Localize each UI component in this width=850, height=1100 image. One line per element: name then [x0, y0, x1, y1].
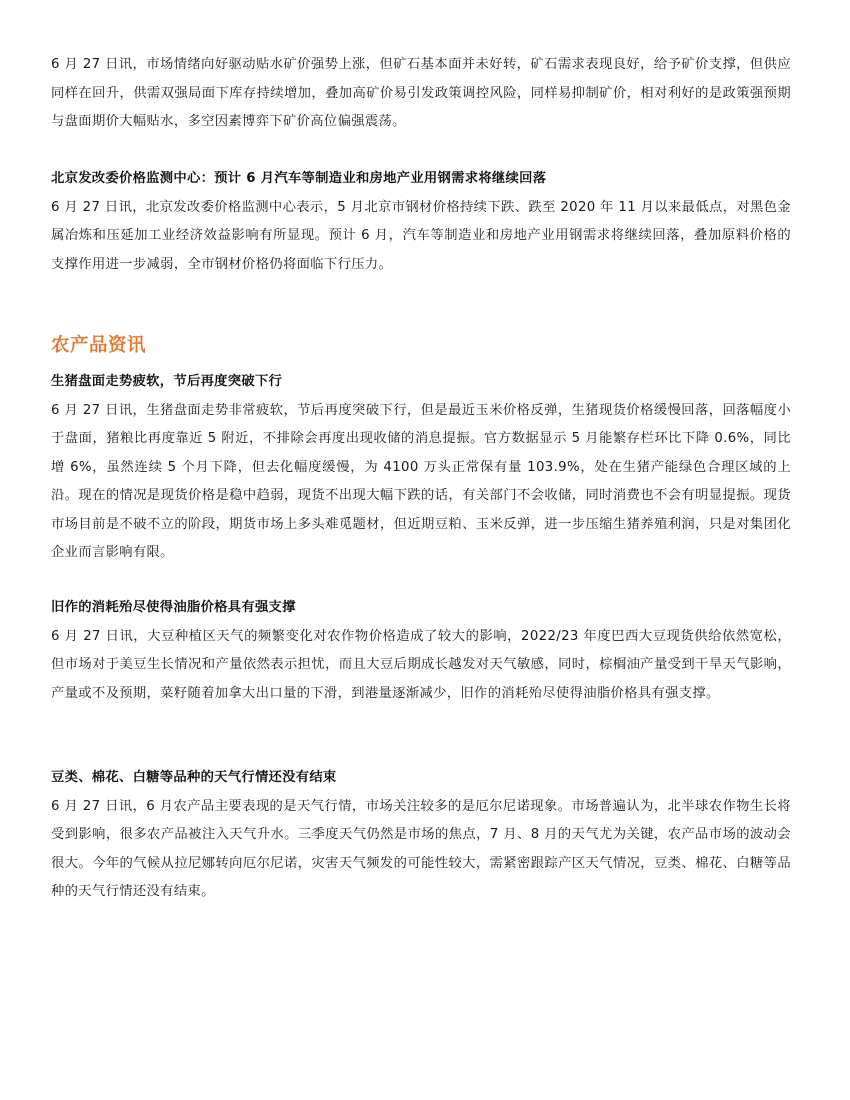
article-title: 旧作的消耗殆尽使得油脂价格具有强支撑: [51, 600, 296, 615]
article-oils-support: [51, 594, 791, 708]
article-hog-futures: [51, 368, 791, 568]
article-body: 6 月 27 日讯，6 月农产品主要表现的是天气行情，市场关注较多的是厄尔尼诺现象。市场普遍认为，北半球农作物生长将受到影响，很多农产品被注入天气升水。三季度天气仍然是市场的焦点，7 月、8 月的天气尤为关键，农产品市场的波动会很大。今年的气候从拉尼娜转向厄尔尼诺，灾害天气频发的可能性较大，需紧密跟踪产区天气情况，豆类、棉花、白糖等品种的天气行情还没有结束。: [51, 798, 791, 899]
section-title-agriculture: 农产品资讯: [51, 335, 147, 356]
article-body: 6 月 27 日讯，北京发改委价格监测中心表示，5 月北京市钢材价格持续下跌、跌至 2020 年 11 月以来最低点，对黑色金属冶炼和压延加工业经济效益影响有所显现。预计 6 月，汽车等制造业和房地产业用钢需求将继续回落，叠加原料价格的支撑作用进一步减弱，全市钢材价格仍将面临下行压力。: [51, 199, 791, 272]
article-title: 豆类、棉花、白糖等品种的天气行情还没有结束: [51, 770, 337, 785]
article-steel-demand: [51, 165, 791, 279]
intro-paragraph: 6 月 27 日讯，市场情绪向好驱动贴水矿价强势上涨，但矿石基本面并未好转，矿石需求表现良好，给予矿价支撑，但供应同样在回升，供需双强局面下库存持续增加，叠加高矿价易引发政策调控风险，同样易抑制矿价，相对利好的是政策强预期与盘面期价大幅贴水，多空因素博弈下矿价高位偏强震荡。: [51, 57, 791, 129]
article-title: 北京发改委价格监测中心：预计 6 月汽车等制造业和房地产业用钢需求将继续回落: [51, 171, 547, 186]
article-title: 生猪盘面走势疲软，节后再度突破下行: [51, 374, 283, 389]
article-weather-market: [51, 764, 791, 907]
article-body: 6 月 27 日讯，生猪盘面走势非常疲软，节后再度突破下行，但是最近玉米价格反弹，生猪现货价格缓慢回落，回落幅度小于盘面，猪粮比再度靠近 5 附近，不排除会再度出现收储的消息提振。官方数据显示 5 月能繁存栏环比下降 0.6%，同比增 6%，虽然连续 5 个月下降，但去化幅度缓慢，为 4100 万头正常保有量 103.9%，处在生猪产能绿色合理区域的上沿。现在的情况是现货价格是稳中趋弱，现货不出现大幅下跌的话，有关部门不会收储，同时消费也不会有明显提振。现货市场目前是不破不立的阶段，期货市场上多头难觅题材，但近期豆粕、玉米反弹，进一步压缩生猪养殖利润，只是对集团化企业而言影响有限。: [51, 402, 791, 560]
article-body: 6 月 27 日讯，大豆种植区天气的频繁变化对农作物价格造成了较大的影响，2022/23 年度巴西大豆现货供给依然宽松，但市场对于美豆生长情况和产量依然表示担忧，而且大豆后期成长越发对天气敏感，同时，棕榈油产量受到干旱天气影响，产量或不及预期，菜籽随着加拿大出口量的下滑，到港量逐渐减少，旧作的消耗殆尽使得油脂价格具有强支撑。: [51, 628, 791, 701]
